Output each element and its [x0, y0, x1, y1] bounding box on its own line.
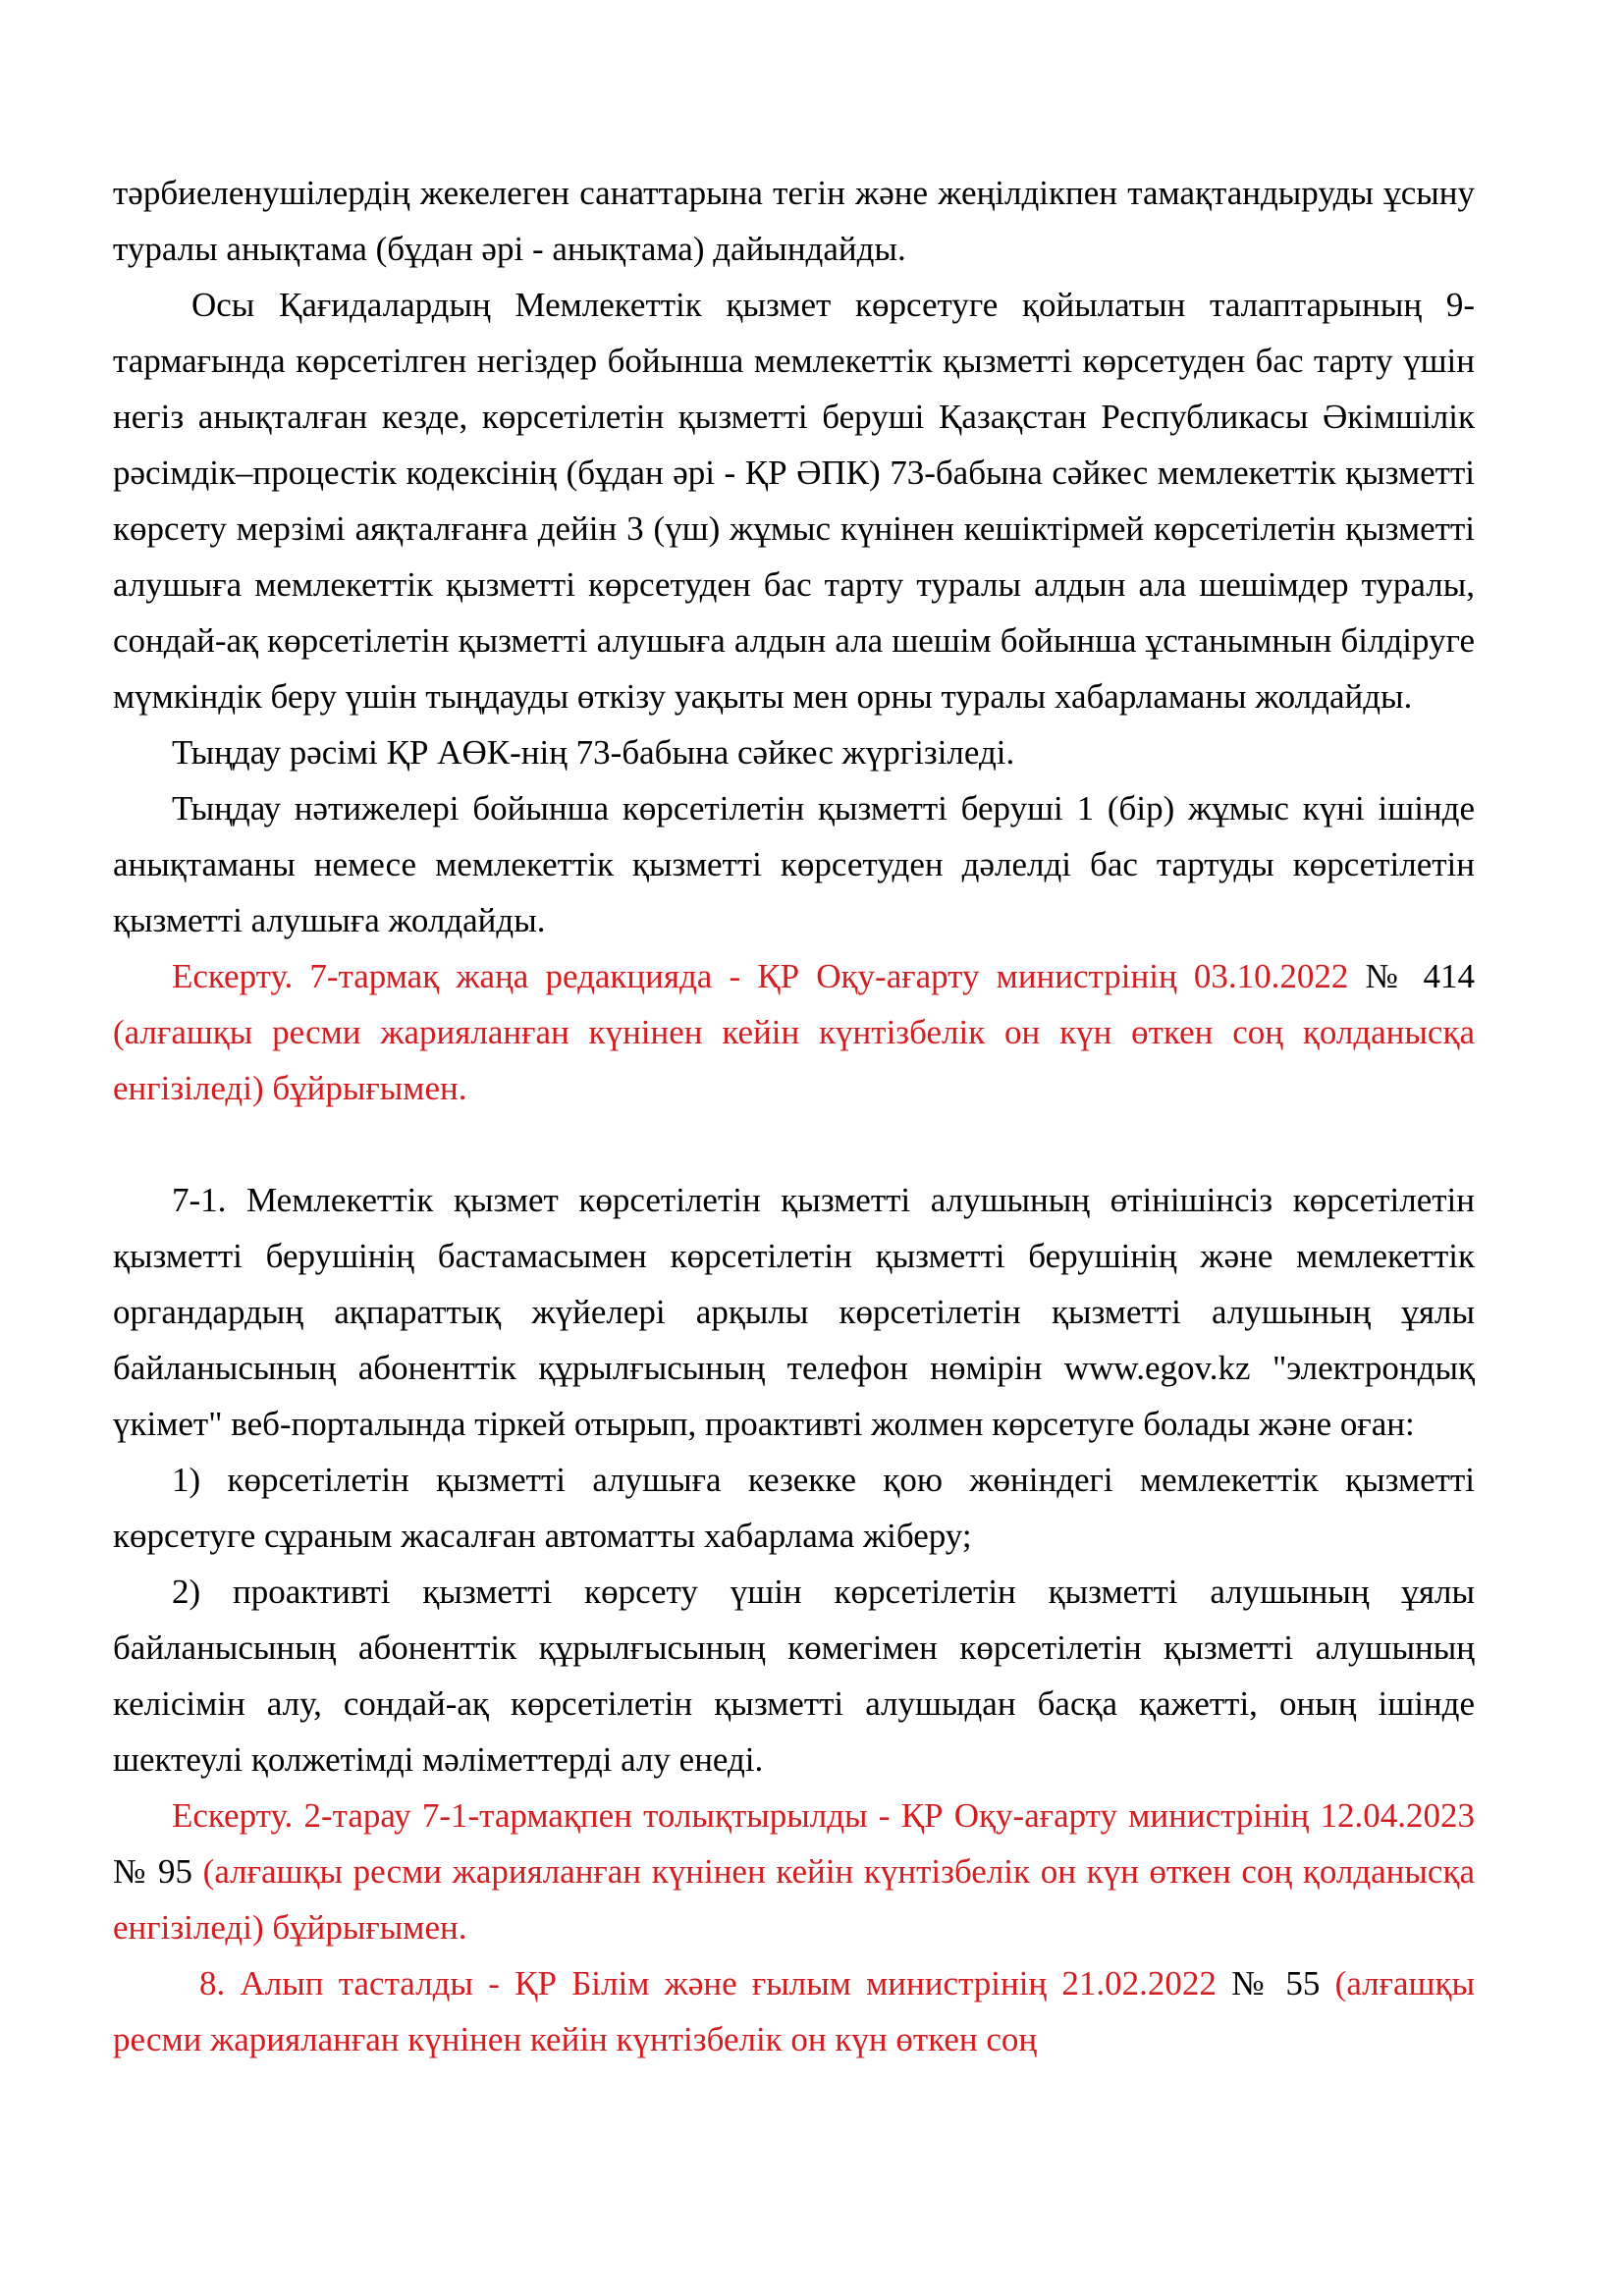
- list-item-paragraph: [113, 1564, 1475, 1788]
- body-paragraph: [113, 780, 1475, 948]
- text-run: Осы Қағидалардың Мемлекеттік қызмет көрсетуге қойылатын талаптарының 9-тармағында көрсетілген негіздер бойынша мемлекеттік қызметті көрсетуден бас тарту үшін негіз анықталған кезде, көрсетілетін қызметті беруші Қазақстан Республикасы Әкімшілік рәсімдік–процестік кодексінің (бұдан әрі - ҚР ӘПК) 73-бабына сәйкес мемлекеттік қызметті көрсету мерзімі аяқталғанға дейін 3 (үш) жұмыс күнінен кешіктірмей көрсетілетін қызметті алушыға мемлекеттік қызметті көрсетуден бас тарту туралы алдын ала шешімдер туралы, сондай-ақ көрсетілетін қызметті алушыға алдын ала шешім бойынша ұстанымнын білдіруге мүмкіндік беру үшін тыңдауды өткізу уақыты мен орны туралы хабарламаны жолдайды.: [113, 286, 1475, 716]
- amendment-note-text: (алғашқы ресми жарияланған күнінен кейін күнтізбелік он күн өткен соң: [113, 1964, 1475, 2058]
- amendment-note-text: (алғашқы ресми жарияланған күнінен кейін күнтізбелік он күн өткен соң қолданысқа енгізіледі) бұйрығымен.: [113, 1013, 1475, 1107]
- amendment-note: [113, 1955, 1475, 2067]
- amendment-note-text: 8. Алып тасталды - ҚР Білім және ғылым министрінің 21.02.2022: [199, 1964, 1232, 2002]
- order-number: № 55: [1231, 1964, 1335, 2002]
- body-paragraph: [113, 165, 1475, 277]
- body-paragraph: [113, 724, 1475, 780]
- text-run: Тыңдау рәсімі ҚР АӨК-нің 73-бабына сәйкес жүргізіледі.: [172, 733, 1015, 772]
- amendment-note-text: Ескерту. 2-тарау 7-1-тармақпен толықтырылды - ҚР Оқу-ағарту министрінің 12.04.2023: [172, 1796, 1475, 1835]
- text-run: 2) проактивті қызметті көрсету үшін көрсетілетін қызметті алушының ұялы байланысының абоненттік құрылғысының көмегімен көрсетілетін қызметті алушының келісімін алу, сондай-ақ көрсетілетін қызметті алушыдан басқа қажетті, оның ішінде шектеулі қолжетімді мәліметтерді алу енеді.: [113, 1573, 1475, 1779]
- amendment-note-text: Ескерту. 7-тармақ жаңа редакцияда - ҚР Оқу-ағарту министрінің 03.10.2022: [172, 957, 1366, 995]
- text-run: тәрбиеленушілердің жекелеген санаттарына тегін және жеңілдікпен тамақтандыруды ұсыну туралы анықтама (бұдан әрі - анықтама) дайындайды.: [113, 174, 1475, 268]
- order-number: № 95: [113, 1852, 203, 1891]
- amendment-note: [113, 1788, 1475, 1955]
- text-run: Тыңдау нәтижелері бойынша көрсетілетін қызметті беруші 1 (бір) жұмыс күні ішінде анықтаманы немесе мемлекеттік қызметті көрсетуден дәлелді бас тартуды көрсетілетін қызметті алушыға жолдайды.: [113, 789, 1475, 939]
- body-paragraph: [113, 277, 1475, 724]
- body-paragraph: [113, 1172, 1475, 1452]
- amendment-note-text: (алғашқы ресми жарияланған күнінен кейін күнтізбелік он күн өткен соң қолданысқа енгізіледі) бұйрығымен.: [113, 1852, 1475, 1947]
- text-run: 1) көрсетілетін қызметті алушыға кезекке қою жөніндегі мемлекеттік қызметті көрсетуге сұраным жасалған автоматты хабарлама жіберу;: [113, 1461, 1475, 1555]
- amendment-note: [113, 948, 1475, 1116]
- list-item-paragraph: [113, 1452, 1475, 1564]
- order-number: № 414: [1365, 957, 1475, 995]
- text-run: 7-1. Мемлекеттік қызмет көрсетілетін қызметті алушының өтінішінсіз көрсетілетін қызметті берушінің бастамасымен көрсетілетін қызметті берушінің және мемлекеттік органдардың ақпараттық жүйелері арқылы көрсетілетін қызметті алушының ұялы байланысының абоненттік құрылғысының телефон нөмірін www.egov.kz "электрондық үкімет" веб-порталында тіркей отырып, проактивті жолмен көрсетуге болады және оған:: [113, 1181, 1475, 1443]
